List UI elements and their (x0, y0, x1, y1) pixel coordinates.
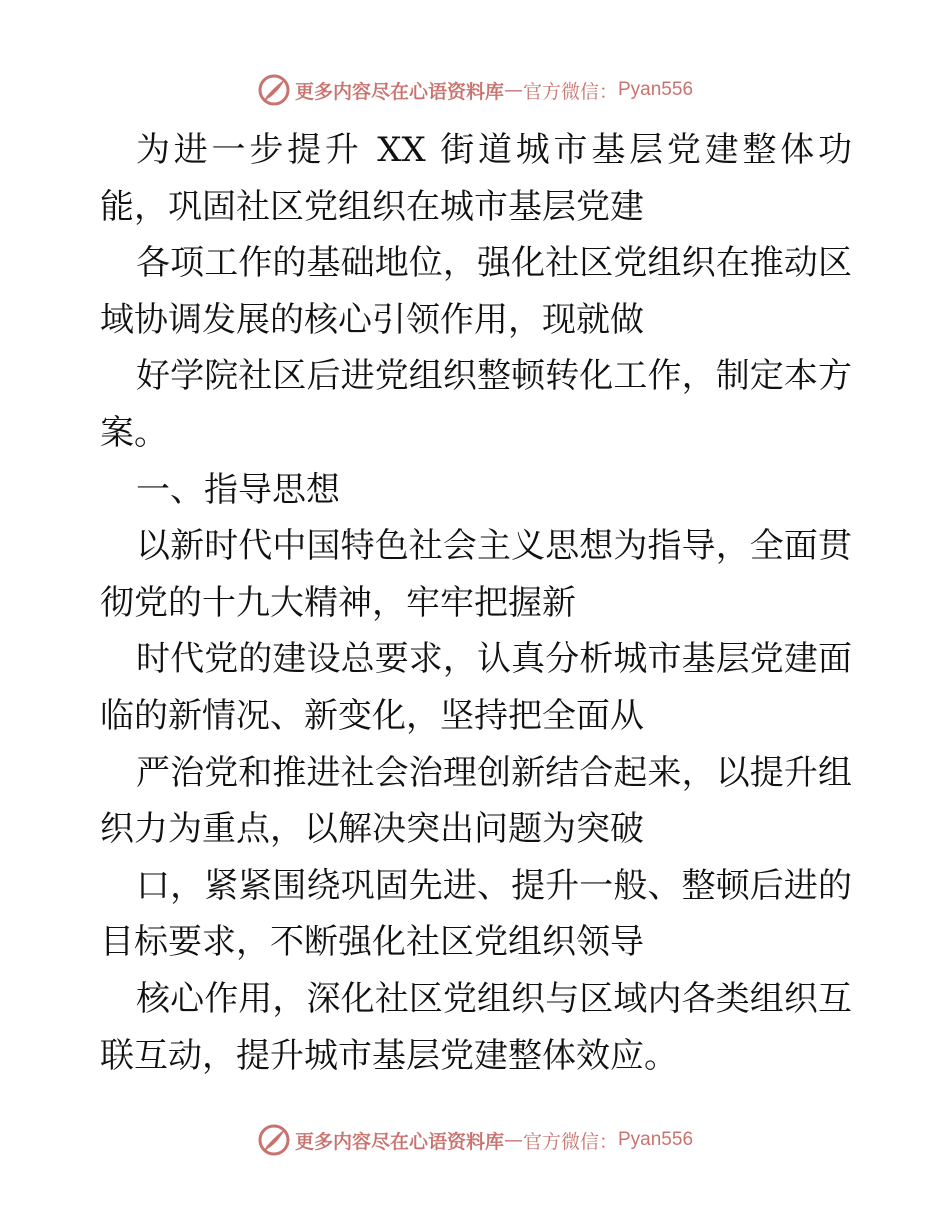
quill-logo-icon (257, 1123, 291, 1157)
watermark-wechat-id: Pyan556 (618, 79, 694, 100)
paragraph-intro-1: 为进一步提升 XX 街道城市基层党建整体功能，巩固社区党组织在城市基层党建 (100, 130, 852, 227)
watermark-dash: — (503, 1129, 523, 1151)
watermark-dash: — (503, 79, 523, 101)
document-body (100, 122, 852, 1084)
paragraph-section1-3: 严治党和推进社会治理创新结合起来，以提升组织力为重点，以解决突出问题为突破 (100, 752, 852, 850)
watermark-wechat-id: Pyan556 (618, 1129, 694, 1150)
paragraph-section1-5: 核心作用，深化社区党组织与区域内各类组织互联互动，提升城市基层党建整体效应。 (100, 978, 852, 1076)
quill-logo-icon (257, 73, 291, 107)
paragraph-intro-2: 各项工作的基础地位，强化社区党组织在推动区域协调发展的核心引领作用，现就做 (100, 243, 852, 340)
watermark-banner-top (0, 70, 950, 110)
paragraph-intro-3: 好学院社区后进党组织整顿转化工作，制定本方案。 (100, 356, 852, 453)
paragraph-section1-1: 以新时代中国特色社会主义思想为指导，全面贯彻党的十九大精神，牢牢把握新 (100, 526, 852, 623)
watermark-banner-bottom (0, 1120, 950, 1160)
watermark-main-text: 更多内容尽在心语资料库 (294, 80, 504, 103)
section-heading-guiding-ideology: 一、指导思想 (136, 469, 340, 510)
paragraph-section1-2: 时代党的建设总要求，认真分析城市基层党建面临的新情况、新变化，坚持把全面从 (100, 639, 852, 736)
watermark-label: 官方微信： (522, 80, 618, 103)
watermark-main-text: 更多内容尽在心语资料库 (294, 1130, 504, 1153)
paragraph-section1-4: 口，紧紧围绕巩固先进、提升一般、整顿后进的目标要求，不断强化社区党组织领导 (100, 865, 852, 963)
watermark-label: 官方微信： (522, 1130, 618, 1153)
